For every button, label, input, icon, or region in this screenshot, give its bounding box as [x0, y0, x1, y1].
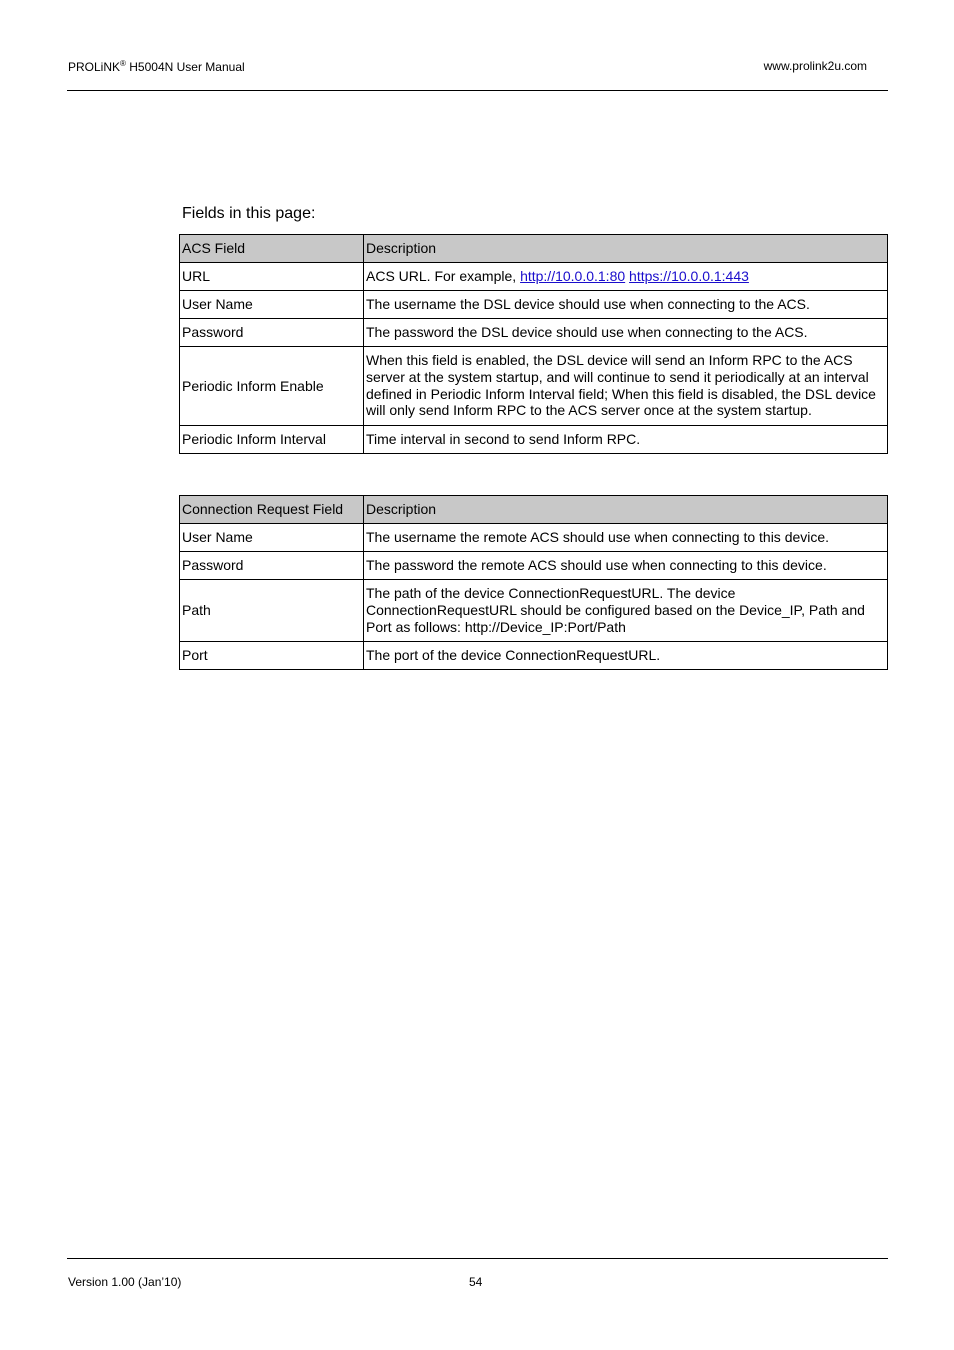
intro-text: Fields in this page: — [182, 205, 316, 222]
field-name-cell: Password — [180, 319, 364, 347]
description-cell: The password the DSL device should use when connecting to the ACS. — [364, 319, 888, 347]
table-row — [180, 426, 888, 454]
table-row — [180, 347, 888, 426]
description-cell: When this field is enabled, the DSL device will send an Inform RPC to the ACS server at the system startup, and will continue to send it periodically at an interval defined in Periodic Inform Interval field; When this field is disabled, the DSL device will only send Inform RPC to the ACS server once at the system startup. — [364, 347, 888, 426]
description-cell: Time interval in second to send Inform RPC. — [364, 426, 888, 454]
brand-name: PROLiNK — [68, 60, 121, 74]
table-header-row — [180, 235, 888, 263]
column-header-field: ACS Field — [180, 235, 364, 263]
description-cell — [364, 263, 888, 291]
footer-divider — [67, 1258, 888, 1259]
registered-mark: ® — [120, 59, 126, 68]
field-name-cell: Periodic Inform Interval — [180, 426, 364, 454]
table-row — [180, 524, 888, 552]
table-row — [180, 319, 888, 347]
table-row — [180, 263, 888, 291]
field-name-cell: User Name — [180, 291, 364, 319]
table-row — [180, 291, 888, 319]
header-manual-title — [68, 59, 245, 74]
description-cell: The username the remote ACS should use when connecting to this device. — [364, 524, 888, 552]
description-cell: The port of the device ConnectionRequestURL. — [364, 642, 888, 670]
table-header-row — [180, 496, 888, 524]
example-http-link[interactable]: http://10.0.0.1:80 — [520, 268, 626, 285]
manual-title: H5004N User Manual — [129, 60, 245, 74]
field-name-cell: Periodic Inform Enable — [180, 347, 364, 426]
field-name-cell: Port — [180, 642, 364, 670]
field-name-cell: Password — [180, 552, 364, 580]
example-https-link[interactable]: https://10.0.0.1:443 — [629, 268, 749, 285]
table-row — [180, 552, 888, 580]
description-cell: The password the remote ACS should use when connecting to this device. — [364, 552, 888, 580]
description-cell: The username the DSL device should use when connecting to the ACS. — [364, 291, 888, 319]
field-name-cell: User Name — [180, 524, 364, 552]
description-cell: The path of the device ConnectionRequestURL. The device ConnectionRequestURL should be configured based on the Device_IP, Path and Port as follows: http://Device_IP:Port/Path — [364, 580, 888, 642]
table-row — [180, 580, 888, 642]
footer-version: Version 1.00 (Jan’10) — [68, 1275, 182, 1289]
connection-request-fields-table — [179, 495, 888, 670]
header-website: www.prolink2u.com — [763, 59, 867, 73]
field-name-cell: URL — [180, 263, 364, 291]
field-name-cell: Path — [180, 580, 364, 642]
page-number: 54 — [469, 1275, 483, 1289]
acs-fields-table — [179, 234, 888, 454]
url-description-text: ACS URL. For example, — [366, 268, 521, 285]
column-header-description: Description — [364, 235, 888, 263]
column-header-description: Description — [364, 496, 888, 524]
header-divider — [67, 90, 888, 91]
table-row — [180, 642, 888, 670]
column-header-field: Connection Request Field — [180, 496, 364, 524]
